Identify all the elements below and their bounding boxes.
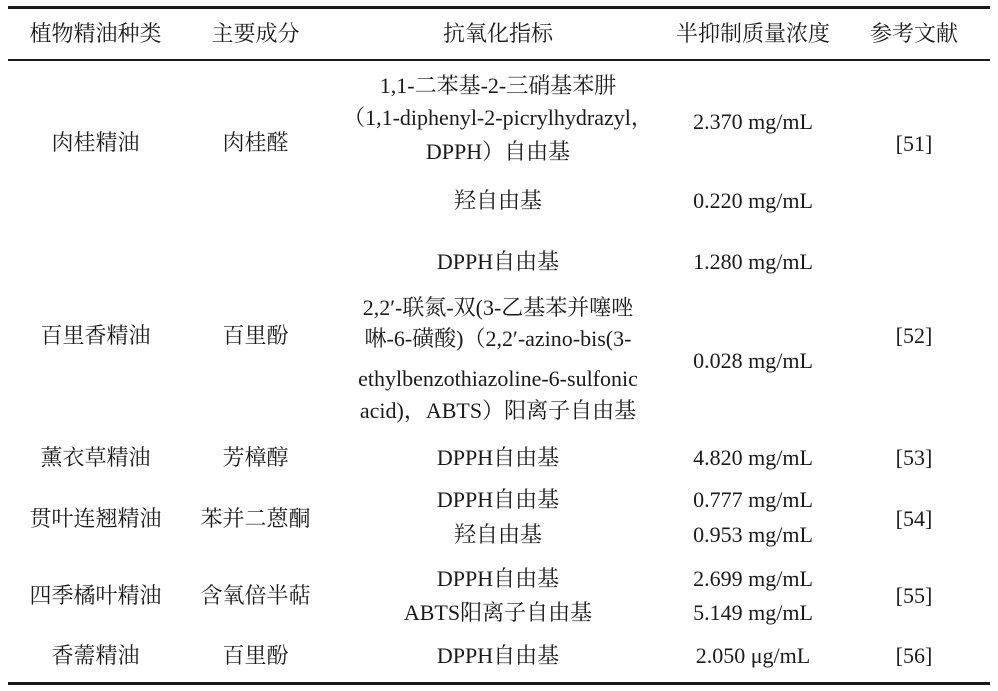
reference: [56] [895, 643, 933, 668]
reference: [54] [895, 506, 933, 531]
reference: [51] [895, 131, 933, 156]
oil-name: 百里香精油 [40, 323, 151, 348]
reference: [52] [895, 323, 933, 348]
ic50-value: 2.050 μg/mL [695, 643, 811, 668]
indicator-line: DPPH自由基 [436, 566, 560, 591]
indicator-line: DPPH自由基 [436, 249, 560, 274]
ic50-value: 4.820 mg/mL [693, 445, 813, 470]
reference: [55] [895, 583, 933, 608]
ic50-value: 0.777 mg/mL [693, 487, 813, 512]
header-antioxidant-indicator: 抗氧化指标 [442, 21, 553, 46]
indicator-line: 啉-6-磺酸)（2,2′-azino-bis(3- [364, 326, 632, 351]
header-oil-type: 植物精油种类 [29, 21, 162, 46]
oil-name: 薰衣草精油 [40, 445, 151, 470]
main-component: 百里酚 [222, 323, 289, 348]
indicator-line: 2,2′-联氮-双(3-乙基苯并噻唑 [362, 295, 634, 320]
indicator-line: ABTS阳离子自由基 [403, 600, 593, 625]
main-component: 含氧倍半萜 [200, 583, 311, 608]
ic50-value: 1.280 mg/mL [693, 249, 813, 274]
indicator-line: DPPH自由基 [436, 643, 560, 668]
oil-name: 肉桂精油 [51, 130, 140, 155]
indicator-line: 羟自由基 [453, 522, 542, 547]
ic50-value: 0.953 mg/mL [693, 522, 813, 547]
ic50-value: 2.370 mg/mL [693, 109, 813, 134]
header-main-component: 主要成分 [211, 21, 300, 46]
top-rule [8, 6, 990, 9]
indicator-line: 1,1-二苯基-2-三硝基苯肼 [379, 73, 617, 98]
main-component: 肉桂醛 [222, 130, 289, 155]
main-component: 芳樟醇 [222, 445, 289, 470]
indicator-line: ethylbenzothiazoline-6-sulfonic [358, 366, 638, 391]
oil-name: 贯叶连翘精油 [29, 506, 162, 531]
indicator-line: acid)，ABTS）阳离子自由基 [359, 398, 637, 423]
indicator-line: DPPH自由基 [436, 487, 560, 512]
ic50-value: 5.149 mg/mL [693, 600, 813, 625]
header-ic50: 半抑制质量浓度 [675, 21, 830, 46]
bottom-rule [8, 682, 990, 685]
indicator-line: 羟自由基 [453, 188, 542, 213]
indicator-line: （1,1-diphenyl-2-picrylhydrazyl， [343, 105, 653, 130]
ic50-value: 0.220 mg/mL [693, 188, 813, 213]
main-component: 百里酚 [222, 643, 289, 668]
main-component: 苯并二蒽酮 [200, 506, 311, 531]
ic50-value: 0.028 mg/mL [693, 348, 813, 373]
header-rule [8, 59, 990, 61]
oil-name: 四季橘叶精油 [29, 583, 162, 608]
header-reference: 参考文献 [869, 21, 958, 46]
indicator-line: DPPH自由基 [436, 445, 560, 470]
ic50-value: 2.699 mg/mL [693, 566, 813, 591]
indicator-line: DPPH）自由基 [425, 139, 571, 164]
reference: [53] [895, 445, 933, 470]
oil-name: 香薷精油 [51, 643, 140, 668]
